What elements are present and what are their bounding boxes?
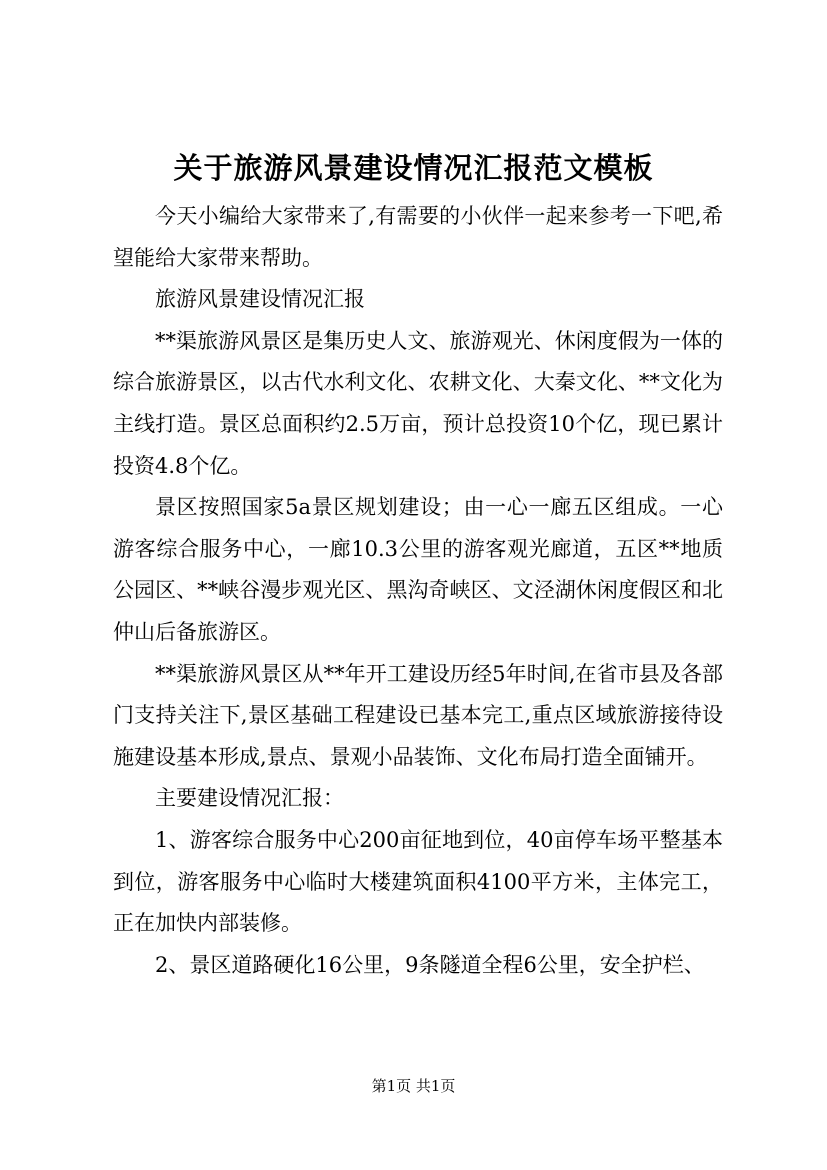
page-footer: 第1页 共1页: [371, 1077, 456, 1095]
document-body: [113, 196, 723, 986]
paragraph-progress: **渠旅游风景区从**年开工建设历经5年时间,在省市县及各部门支持关注下,景区基础工程建设已基本完工,重点区域旅游接待设施建设基本形成,景点、景观小品装饰、文化布局打造全面铺开。: [113, 661, 723, 769]
paragraph-intro: 今天小编给大家带来了,有需要的小伙伴一起来参考一下吧,希望能给大家带来帮助。: [113, 204, 723, 270]
paragraph-item-2: 2、景区道路硬化16公里，9条隧道全程6公里，安全护栏、: [155, 952, 705, 977]
paragraph-item-1: 1、游客综合服务中心200亩征地到位，40亩停车场平整基本到位，游客服务中心临时大楼建筑面积4100平方米，主体完工，正在加快内部装修。: [113, 827, 723, 936]
paragraph-subheading: 主要建设情况汇报：: [155, 786, 344, 811]
paragraph-layout: 景区按照国家5a景区规划建设；由一心一廊五区组成。一心游客综合服务中心，一廊10.3公里的游客观光廊道，五区**地质公园区、**峡谷漫步观光区、黑沟奇峡区、文泾湖休闲度假区和北仲山后备旅游区。: [113, 495, 723, 644]
paragraph-overview: **渠旅游风景区是集历史人文、旅游观光、休闲度假为一体的综合旅游景区，以古代水利文化、农耕文化、大秦文化、**文化为主线打造。景区总面积约2.5万亩，预计总投资10个亿，现已累计投资4.8个亿。: [113, 328, 723, 478]
paragraph-heading: 旅游风景建设情况汇报: [155, 287, 365, 312]
document-title: 关于旅游风景建设情况汇报范文模板: [173, 151, 654, 185]
